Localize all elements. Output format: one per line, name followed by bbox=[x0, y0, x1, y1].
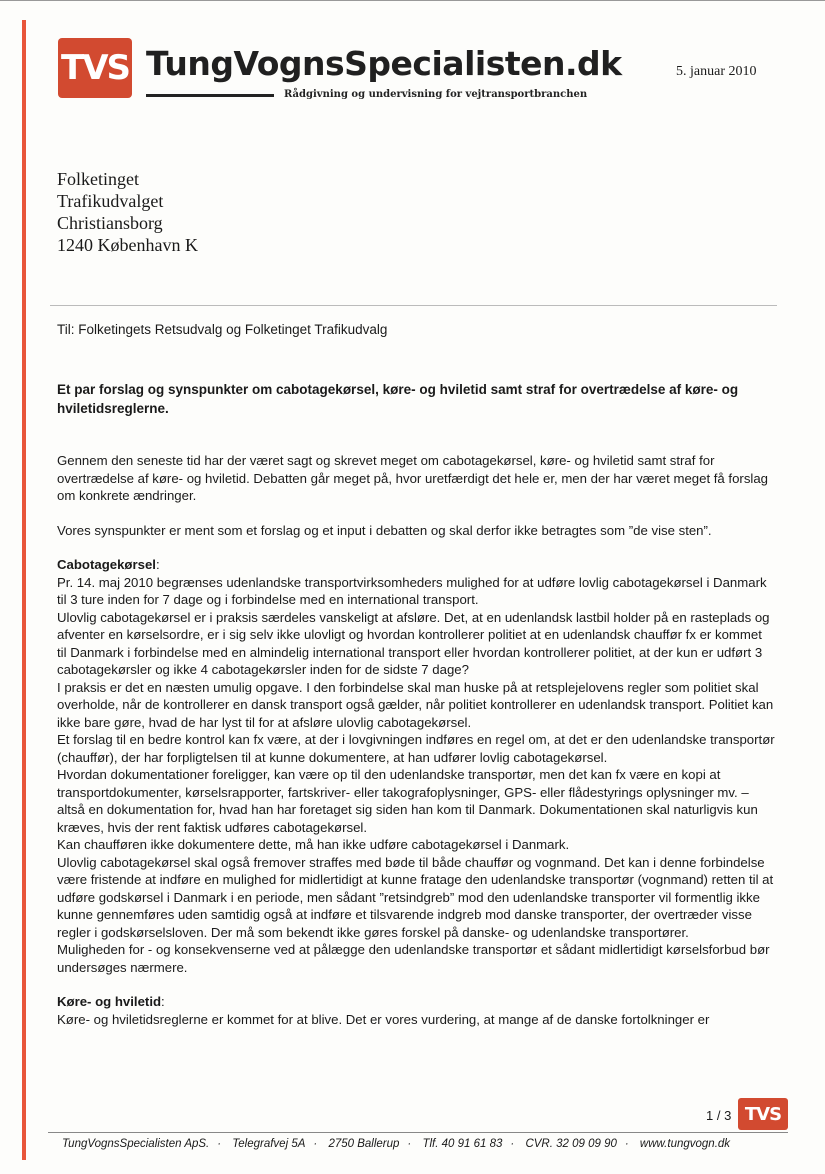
section-heading-cabotage: Cabotagekørsel: bbox=[57, 557, 160, 572]
address-line: Folketinget bbox=[57, 169, 139, 189]
footer-city: 2750 Ballerup bbox=[328, 1138, 400, 1150]
paragraph: Køre- og hviletidsreglerne er kommet for at blive. Det er vores vurdering, at mange af de danske fortolkninger er bbox=[57, 1011, 710, 1027]
heading-text: Cabotagekørsel bbox=[57, 557, 156, 572]
paragraph: Hvordan dokumentationer foreligger, kan være op til den udenlandske transportør, men det kan fx være en kopi at transportdokumenter, kørselsrapporter, fartskriver- eller takografoplysninger, GPS- eller flådestyrings oplysninger mv. – altså en dokumentation for, hvad han har foretaget sig siden han kom til Danmark. Dokumentationen skal naturligvis kun kræves, hvis der rent faktisk udføres cabotagekørsel. bbox=[57, 767, 758, 835]
logo-text: TVS bbox=[744, 1103, 782, 1125]
address-line: 1240 København K bbox=[57, 235, 198, 255]
brand-name: TungVognsSpecialisten.dk bbox=[146, 44, 622, 83]
letter-body bbox=[57, 452, 775, 1028]
footer-street: Telegrafvej 5A bbox=[232, 1138, 306, 1150]
address-line: Christiansborg bbox=[57, 213, 163, 233]
paragraph: Muligheden for - og konsekvenserne ved at pålægge den udenlandske transportør et sådant midlertidigt kørselsforbud bør undersøges nærmere. bbox=[57, 942, 770, 975]
to-line: Til: Folketingets Retsudvalg og Folketinget Trafikudvalg bbox=[57, 322, 388, 337]
page-number: 1 / 3 bbox=[706, 1108, 732, 1123]
heading-text: Køre- og hviletid bbox=[57, 994, 162, 1009]
recipient-address bbox=[57, 168, 198, 256]
tagline: Rådgivning og undervisning for vejtransportbranchen bbox=[284, 89, 588, 100]
footer-company: TungVognsSpecialisten ApS. bbox=[62, 1138, 210, 1150]
paragraph: Et forslag til en bedre kontrol kan fx være, at der i lovgivningen indføres en regel om, at det er den udenlandske transportør (chauffør), der har forpligtelsen til at kunne dokumentere, at han udfører lovlig cabotagekørsel. bbox=[57, 732, 775, 765]
subject-heading: Et par forslag og synspunkter om cabotagekørsel, køre- og hviletid samt straf for overtrædelse af køre- og hviletidsreglerne. bbox=[57, 382, 739, 416]
paragraph: Gennem den seneste tid har der været sagt og skrevet meget om cabotagekørsel, køre- og hviletid samt straf for overtrædelse af køre- og hviletid. Debatten går meget på, hvor uretfærdigt det hele er, men der har været meget få forslag om konkrete ændringer. bbox=[57, 453, 769, 503]
address-line: Trafikudvalget bbox=[57, 191, 164, 211]
margin-bar bbox=[22, 20, 26, 1160]
letter-date: 5. januar 2010 bbox=[676, 64, 757, 79]
tvs-logo-icon bbox=[58, 38, 132, 98]
footer-contact: TungVognsSpecialisten ApS. · Telegrafvej 5A · 2750 Ballerup · Tlf. 40 91 61 83 · CVR. 32 09 09 90 · www.tungvogn.dk bbox=[62, 1138, 731, 1150]
footer-rule bbox=[48, 1132, 788, 1133]
page-top-edge bbox=[0, 0, 825, 1]
paragraph: Ulovlig cabotagekørsel er i praksis særdeles vanskeligt at afsløre. Det, at en udenlandsk lastbil holder på en rasteplads og afventer en kørselsordre, er i sig selv ikke ulovligt og hvordan kontrollerer politiet at en udenlandsk chauffør fx er kommet til Danmark i forbindelse med en almindelig international transport eller hvordan kontrollerer politiet, at der kun er udført 3 cabotagekørsler og ikke 4 cabotagekørsler inden for de sidste 7 dage? bbox=[57, 609, 770, 677]
footer-phone: Tlf. 40 91 61 83 bbox=[422, 1138, 503, 1150]
brand-underline bbox=[146, 94, 274, 97]
tvs-small-logo-icon bbox=[738, 1098, 788, 1130]
footer-cvr: CVR. 32 09 09 90 bbox=[525, 1138, 617, 1150]
footer-web[interactable]: www.tungvogn.dk bbox=[639, 1138, 731, 1150]
logo-text: TVS bbox=[61, 48, 129, 88]
paragraph: Vores synspunkter er ment som et forslag og et input i debatten og skal derfor ikke betragtes som ”de vise sten”. bbox=[57, 522, 712, 538]
paragraph: Kan chaufføren ikke dokumentere dette, må han ikke udføre cabotagekørsel i Danmark. bbox=[57, 837, 570, 852]
paragraph: Pr. 14. maj 2010 begrænses udenlandske transportvirksomheders mulighed for at udføre lovlig cabotagekørsel i Danmark til 3 ture inden for 7 dage og i forbindelse med en international transport. bbox=[57, 574, 767, 607]
paragraph: Ulovlig cabotagekørsel skal også fremover straffes med bøde til både chauffør og vognmand. Det kan i denne forbindelse være fristende at indføre en mulighed for midlertidigt at kunne fratage den udenlandske transportør (vognmand) retten til at udføre godskørsel i Danmark i en periode, men sådant ”retsindgreb” mod den udenlandske transporter vil formentlig ikke kunne gennemføres uden samtidig også at indføre et tilsvarende indgreb mod danske transporter, der overtræder visse regler i godskørselsloven. Der må som bekendt ikke gøres forskel på danske- og udenlandske transportører. bbox=[57, 854, 774, 940]
separator-line bbox=[50, 305, 777, 306]
section-heading-hviletid: Køre- og hviletid: bbox=[57, 994, 165, 1009]
paragraph: I praksis er det en næsten umulig opgave. I den forbindelse skal man huske på at retsplejelovens regler som politiet skal overholde, når de kontrollerer en dansk transport også gælder, når politiet kontrollerer en udenlandsk transport. Politiet kan ikke bare gøre, hvad de har lyst til for at afsløre ulovlig cabotagekørsel. bbox=[57, 679, 774, 730]
